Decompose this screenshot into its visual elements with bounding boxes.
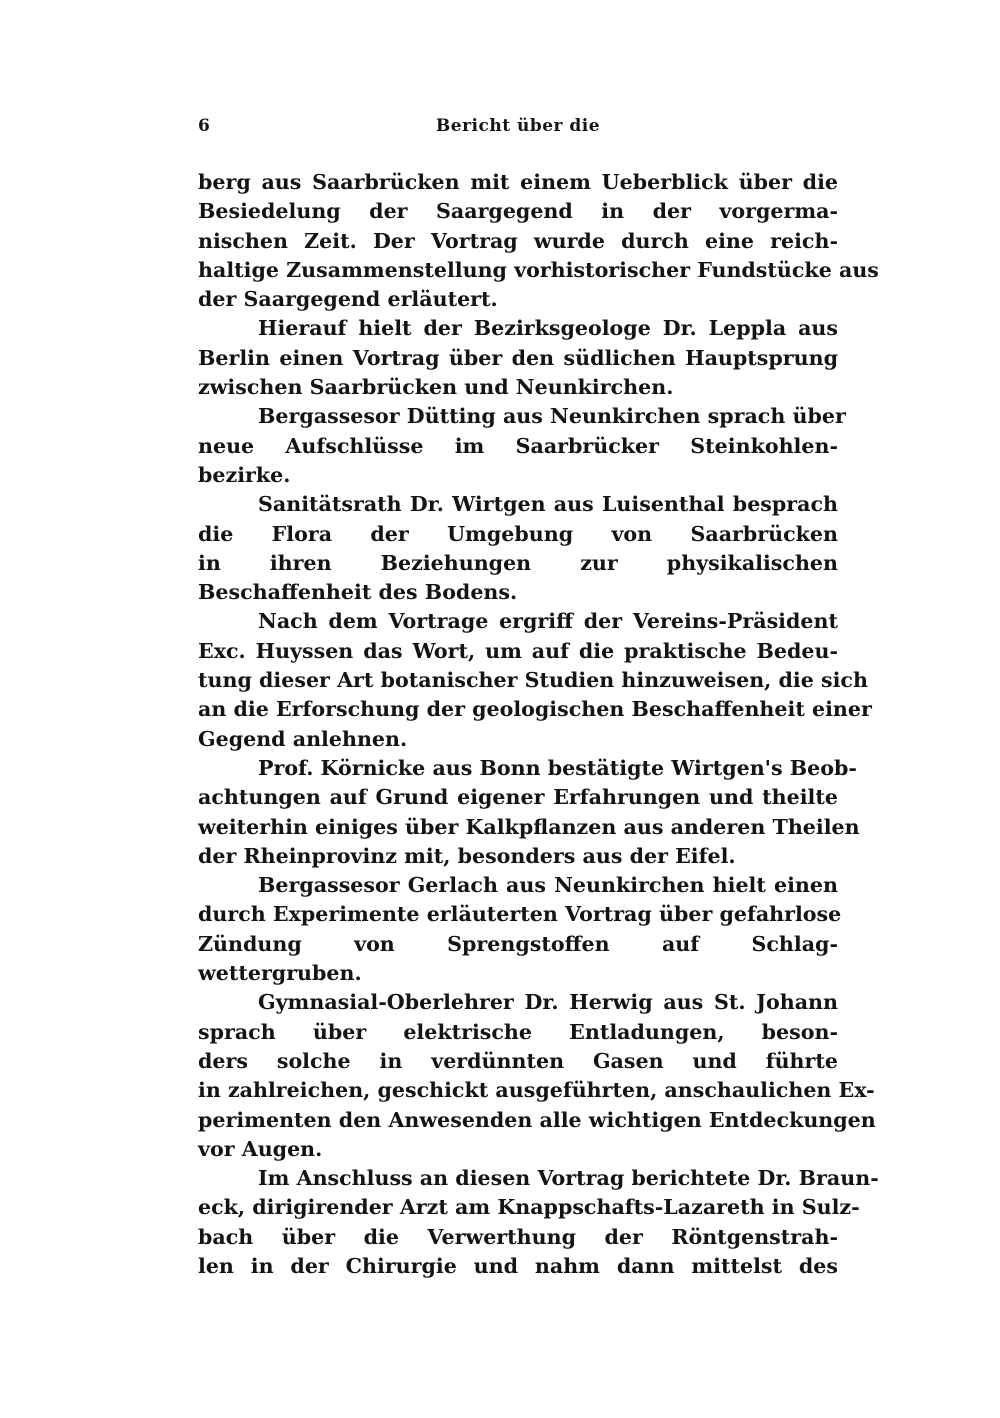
running-head: Bericht über die (435, 116, 601, 136)
text-line: in ihren Beziehungen zur physikalischen (198, 550, 838, 575)
text-line: Zündung von Sprengstoffen auf Schlag- (198, 931, 838, 956)
book-page (198, 116, 879, 1281)
text-line: berg aus Saarbrücken mit einem Ueberblick über die (198, 170, 838, 194)
text-line: der Saargegend erläutert. (198, 287, 498, 312)
text-line: Exc. Huyssen das Wort, um auf die praktische Bedeu- (198, 638, 838, 663)
text-line: in zahlreichen, geschickt ausgeführten, anschaulichen Ex- (198, 1078, 875, 1103)
text-line: Besiedelung der Saargegend in der vorgerma- (198, 199, 838, 224)
text-line: Prof. Körnicke aus Bonn bestätigte Wirtgen's Beob- (258, 755, 857, 780)
text-line: durch Experimente erläuterten Vortrag über gefahrlose (198, 902, 842, 927)
text-line: weiterhin einiges über Kalkpflanzen aus anderen Theilen (198, 814, 860, 839)
body-text (198, 168, 879, 1281)
text-line: Sanitätsrath Dr. Wirtgen aus Luisenthal besprach (258, 492, 838, 517)
page-number: 6 (198, 116, 210, 136)
page-header (198, 116, 838, 146)
text-line: der Rheinprovinz mit, besonders aus der Eifel. (198, 843, 736, 868)
text-line: Bergassesor Gerlach aus Neunkirchen hielt einen (258, 873, 838, 898)
text-line: Bergassesor Dütting aus Neunkirchen sprach über (258, 404, 846, 429)
text-line: eck, dirigirender Arzt am Knappschafts-Lazareth in Sulz- (198, 1195, 860, 1220)
text-line: die Flora der Umgebung von Saarbrücken (198, 521, 838, 546)
text-line: haltige Zusammenstellung vorhistorischer Fundstücke aus (198, 257, 879, 282)
text-line: Gymnasial-Oberlehrer Dr. Herwig aus St. Johann (258, 990, 838, 1015)
text-line: Berlin einen Vortrag über den südlichen Hauptsprung (198, 345, 838, 370)
text-line: Im Anschluss an diesen Vortrag berichtete Dr. Braun- (258, 1166, 879, 1191)
text-line: bach über die Verwerthung der Röntgenstrah- (198, 1224, 838, 1249)
text-line: Gegend anlehnen. (198, 726, 408, 751)
text-line: perimenten den Anwesenden alle wichtigen Entdeckungen (198, 1107, 876, 1132)
text-line: neue Aufschlüsse im Saarbrücker Steinkohlen- (198, 433, 838, 458)
text-line: zwischen Saarbrücken und Neunkirchen. (198, 375, 674, 400)
text-line: len in der Chirurgie und nahm dann mittelst des (198, 1253, 838, 1278)
text-line: Hierauf hielt der Bezirksgeologe Dr. Leppla aus (258, 316, 838, 341)
text-line: ders solche in verdünnten Gasen und führte (198, 1048, 838, 1073)
text-line: achtungen auf Grund eigener Erfahrungen und theilte (198, 785, 838, 810)
text-line: vor Augen. (198, 1136, 323, 1161)
text-line: an die Erforschung der geologischen Beschaffenheit einer (198, 697, 872, 722)
text-line: nischen Zeit. Der Vortrag wurde durch eine reich- (198, 228, 838, 253)
text-line: wettergruben. (198, 961, 362, 986)
text-line: sprach über elektrische Entladungen, beson- (198, 1019, 838, 1044)
text-line: Beschaffenheit des Bodens. (198, 580, 518, 605)
text-line: tung dieser Art botanischer Studien hinzuweisen, die sich (198, 668, 868, 693)
text-line: bezirke. (198, 462, 291, 487)
text-line: Nach dem Vortrage ergriff der Vereins-Präsident (258, 609, 838, 634)
